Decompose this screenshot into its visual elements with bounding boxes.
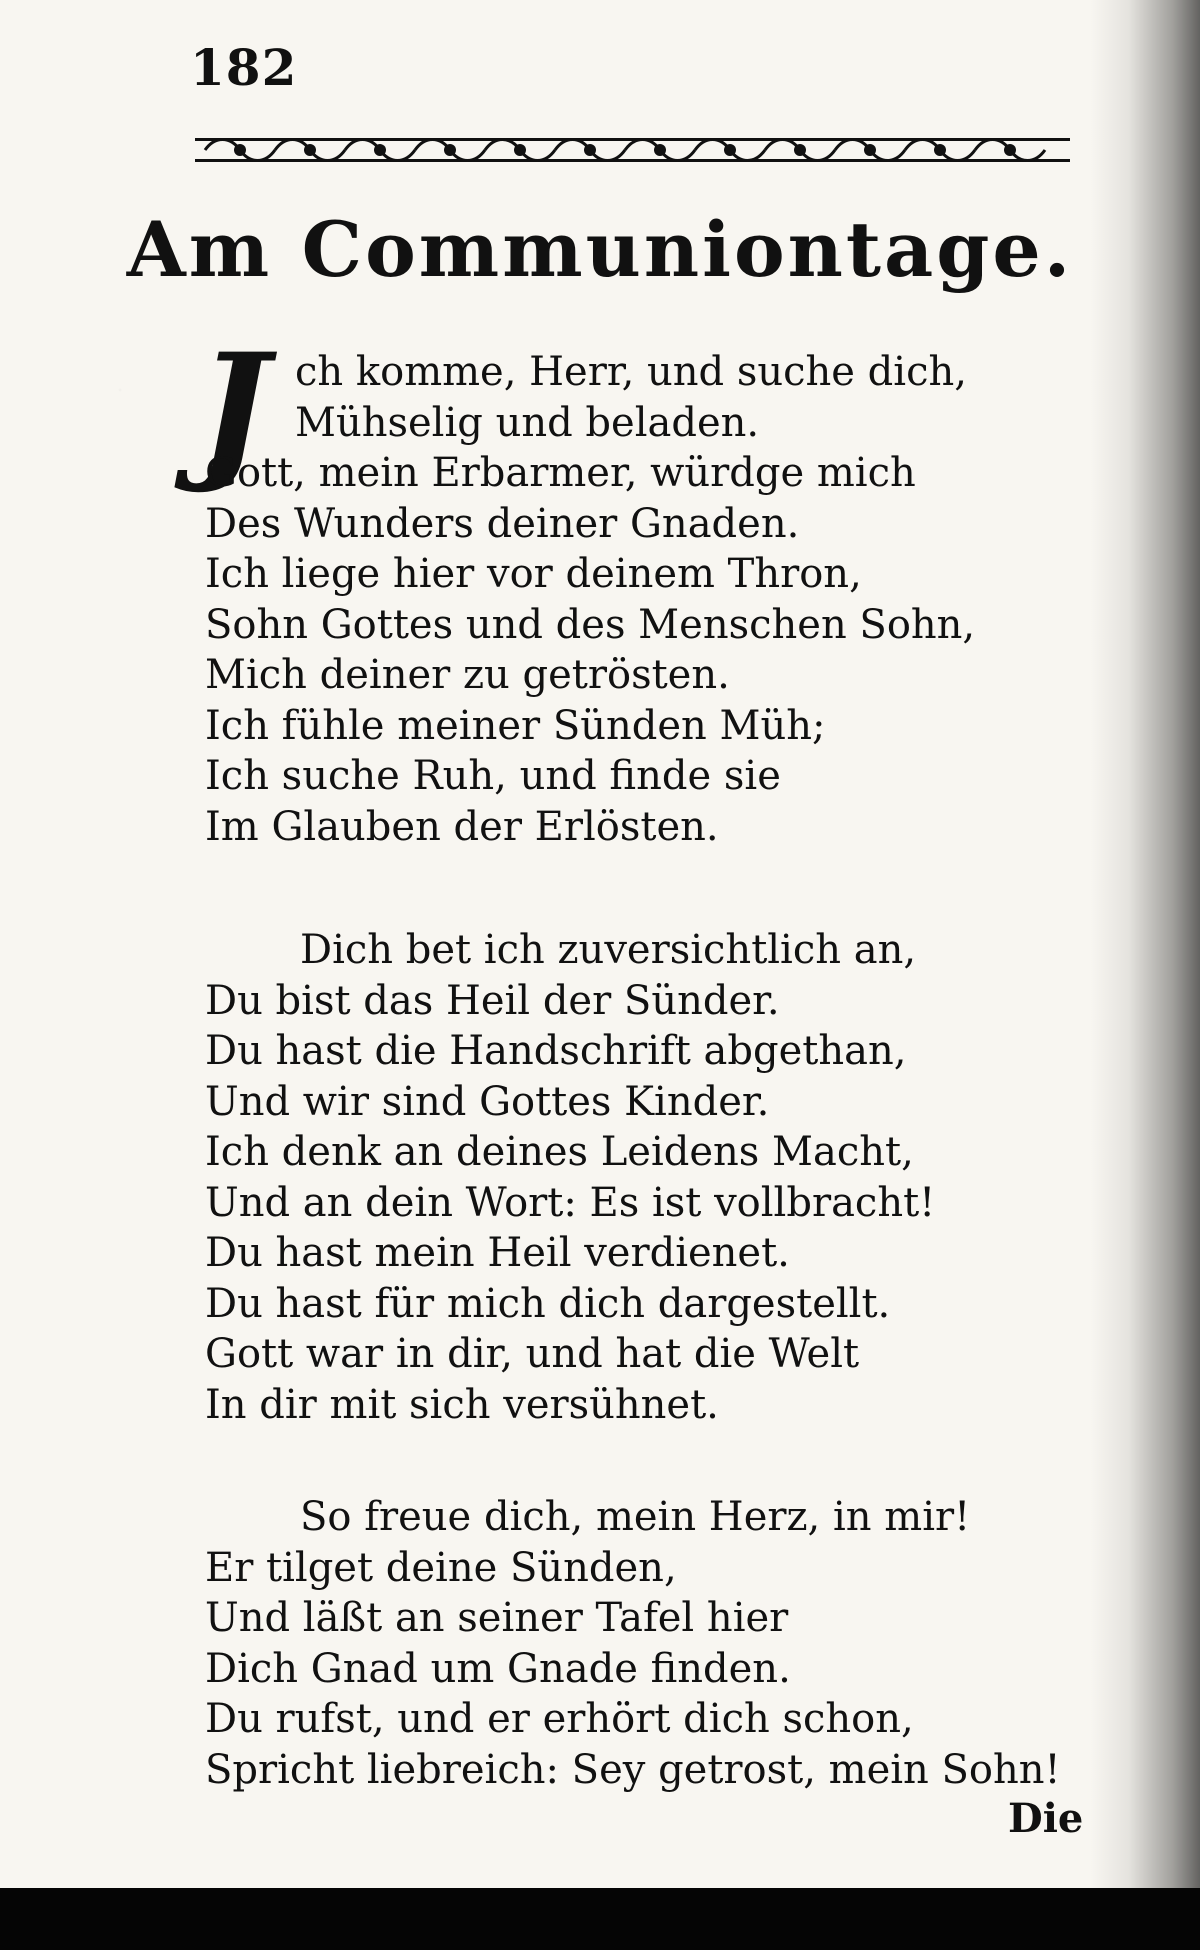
verse-line: Mühselig und beladen. (295, 399, 760, 446)
verse-line: Des Wunders deiner Gnaden. (205, 500, 800, 547)
verse-line: Im Glauben der Erlösten. (205, 803, 719, 850)
page-number: 182 (190, 38, 298, 97)
catchword: Die (1008, 1795, 1084, 1842)
verse-line: Dich bet ich zuversichtlich an, (300, 927, 917, 973)
verse-line: Du hast die Handschrift abgethan, (205, 1028, 907, 1074)
verse-line: So freue dich, mein Herz, in mir! (300, 1494, 971, 1540)
verse-line: Ich denk an deines Leidens Macht, (205, 1129, 914, 1175)
verse-line: Spricht liebreich: Sey getrost, mein Sohn! (205, 1746, 1061, 1793)
verse-line: In dir mit sich versühnet. (205, 1381, 719, 1428)
stanza-1 (205, 347, 1105, 852)
verse-line: Ich suche Ruh, und finde sie (205, 753, 781, 799)
verse-line: Dich Gnad um Gnade finden. (205, 1645, 791, 1692)
verse-line: Und an dein Wort: Es ist vollbracht! (205, 1179, 936, 1226)
verse-line: Gott war in dir, und hat die Welt (205, 1331, 860, 1377)
verse-line: Du hast mein Heil verdienet. (205, 1230, 790, 1276)
stanza-2 (205, 925, 1105, 1430)
verse-line: Du rufst, und er erhört dich schon, (205, 1696, 914, 1742)
poem-title: Am Communiontage. (126, 205, 1074, 294)
verse-line: Und läßt an seiner Tafel hier (205, 1595, 789, 1641)
verse-line: Du hast für mich dich dargestellt. (205, 1280, 891, 1327)
verse-line: Sohn Gottes und des Menschen Sohn, (205, 601, 976, 648)
scan-border (0, 1888, 1200, 1950)
verse-line: Mich deiner zu getrösten. (205, 652, 730, 698)
ornament-border (195, 128, 1070, 172)
verse-line: Ich liege hier vor deinem Thron, (205, 551, 862, 597)
verse-line: Ich fühle meiner Sünden Müh; (205, 702, 826, 749)
verse-line: Gott, mein Erbarmer, würdge mich (205, 450, 916, 496)
verse-line: Und wir sind Gottes Kinder. (205, 1078, 770, 1125)
verse-line: Du bist das Heil der Sünder. (205, 977, 780, 1024)
stanza-3 (205, 1492, 1105, 1795)
drop-cap: J (198, 321, 269, 497)
verse-line: ch komme, Herr, und suche dich, (295, 349, 967, 395)
verse-line: Er tilget deine Sünden, (205, 1544, 677, 1591)
